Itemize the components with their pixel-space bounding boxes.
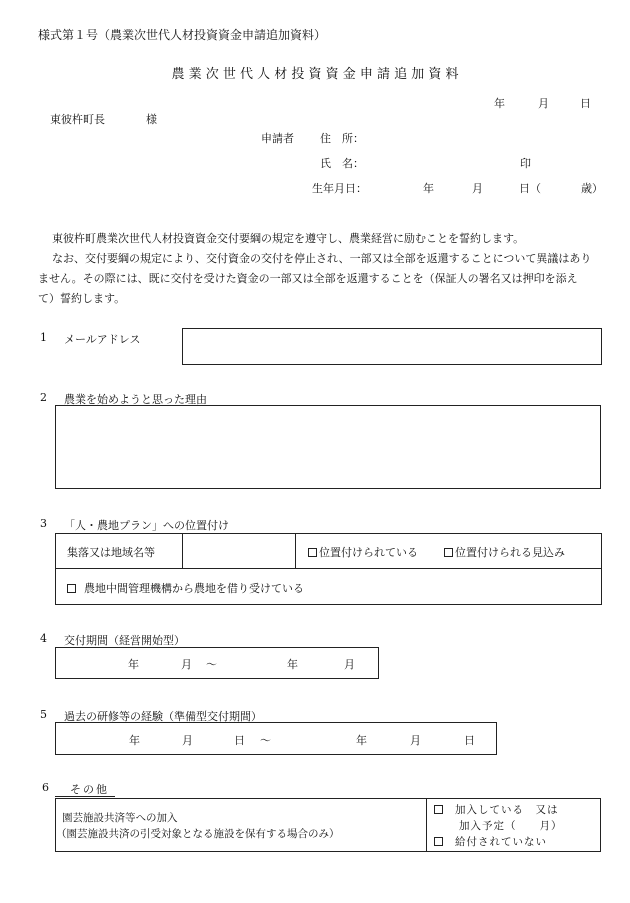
paid-checkbox[interactable] <box>434 837 443 846</box>
training-from-day[interactable]: 日 <box>234 734 245 747</box>
training-tilde: ～ <box>260 734 271 747</box>
birth-month[interactable]: 月 <box>472 182 483 195</box>
period-box <box>55 647 379 679</box>
option-joined-label: 加入している 又は <box>455 804 559 816</box>
option-expected-label: 位置付けられる見込み <box>455 546 565 559</box>
applicant-label: 申請者 <box>261 132 294 145</box>
option-joined[interactable] <box>434 802 559 817</box>
pledge-paragraph-2: なお、交付要綱の規定により、交付資金の交付を停止され、一部又は全部を返還することについて異議はありません。その際には、既に交付を受けた資金の一部又は全部を返還することを（保証人の署名又は押印を添えて）誓約します。 <box>38 252 592 305</box>
option-paid-label: 給付されていない <box>455 836 547 848</box>
form-id: 様式第１号（農業次世代人材投資資金申請追加資料） <box>38 28 327 42</box>
training-box <box>55 722 497 755</box>
address-field[interactable] <box>372 128 552 144</box>
plan-table-col-divider-1 <box>182 533 183 569</box>
section4-number: 4 <box>40 632 47 645</box>
reason-textarea[interactable] <box>55 405 601 489</box>
area-label: 集落又は地域名等 <box>67 546 155 559</box>
insurance-title: 園芸施設共済等への加入 <box>62 812 178 824</box>
section6-number: 6 <box>42 781 49 794</box>
area-input[interactable] <box>184 536 292 566</box>
name-field[interactable] <box>372 153 512 169</box>
option-positioned-label: 位置付けられている <box>319 546 418 559</box>
birth-year[interactable]: 年 <box>423 182 434 195</box>
section1-number: 1 <box>40 331 47 344</box>
period-to-year[interactable]: 年 <box>287 658 298 671</box>
insurance-table-divider <box>426 798 427 852</box>
period-from-year[interactable]: 年 <box>128 658 139 671</box>
option-expected[interactable] <box>444 544 565 560</box>
addressee-name: 東彼杵町長 <box>50 113 105 126</box>
lease-option-label: 農地中間管理機構から農地を借り受けている <box>84 582 304 595</box>
training-to-year[interactable]: 年 <box>356 734 367 747</box>
lease-option[interactable] <box>67 580 304 596</box>
section2-number: 2 <box>40 391 47 404</box>
page-title: 農 業 次 世 代 人 材 投 資 資 金 申 請 追 加 資 料 <box>171 67 459 82</box>
insurance-note: （園芸施設共済の引受対象となる施設を保有する場合のみ） <box>56 828 340 840</box>
training-from-month[interactable]: 月 <box>182 734 193 747</box>
training-from-year[interactable]: 年 <box>129 734 140 747</box>
birth-day[interactable]: 日（ <box>519 182 541 195</box>
plan-table-col-divider-2 <box>295 533 296 569</box>
section3-number: 3 <box>40 517 47 530</box>
section4-label: 交付期間（経営開始型） <box>64 634 185 647</box>
section6-label: その他 <box>70 783 109 796</box>
training-to-month[interactable]: 月 <box>410 734 421 747</box>
joined-checkbox[interactable] <box>434 805 443 814</box>
option-planned-label[interactable]: 加入予定（ 月） <box>459 820 563 832</box>
seal-mark: 印 <box>520 157 531 170</box>
section2-label: 農業を始めようと思った理由 <box>64 393 207 406</box>
lease-checkbox[interactable] <box>67 584 76 593</box>
positioned-checkbox[interactable] <box>308 548 317 557</box>
address-label: 住 所： <box>320 132 364 145</box>
option-paid[interactable] <box>434 834 547 849</box>
section1-label: メールアドレス <box>64 333 141 346</box>
name-label: 氏 名： <box>320 157 364 170</box>
section3-label: 「人・農地プラン」への位置付け <box>64 519 229 532</box>
plan-table-row-divider <box>55 568 602 569</box>
birth-label: 生年月日： <box>312 182 367 195</box>
pledge-paragraph-1: 東彼杵町農業次世代人材投資資金交付要綱の規定を遵守し、農業経営に励むことを誓約します。 <box>52 232 525 245</box>
expected-checkbox[interactable] <box>444 548 453 557</box>
period-to-month[interactable]: 月 <box>344 658 355 671</box>
date-month[interactable]: 月 <box>538 97 549 110</box>
addressee-honorific: 様 <box>146 113 157 126</box>
section6-underline <box>55 796 115 797</box>
period-tilde: ～ <box>206 658 217 671</box>
section5-label: 過去の研修等の経験（準備型交付期間） <box>64 710 262 723</box>
option-positioned[interactable] <box>308 544 418 560</box>
section5-number: 5 <box>40 708 47 721</box>
email-input[interactable] <box>182 328 602 365</box>
birth-age[interactable]: 歳） <box>581 182 603 195</box>
period-from-month[interactable]: 月 <box>181 658 192 671</box>
date-year[interactable]: 年 <box>494 97 505 110</box>
date-day[interactable]: 日 <box>580 97 591 110</box>
training-to-day[interactable]: 日 <box>464 734 475 747</box>
